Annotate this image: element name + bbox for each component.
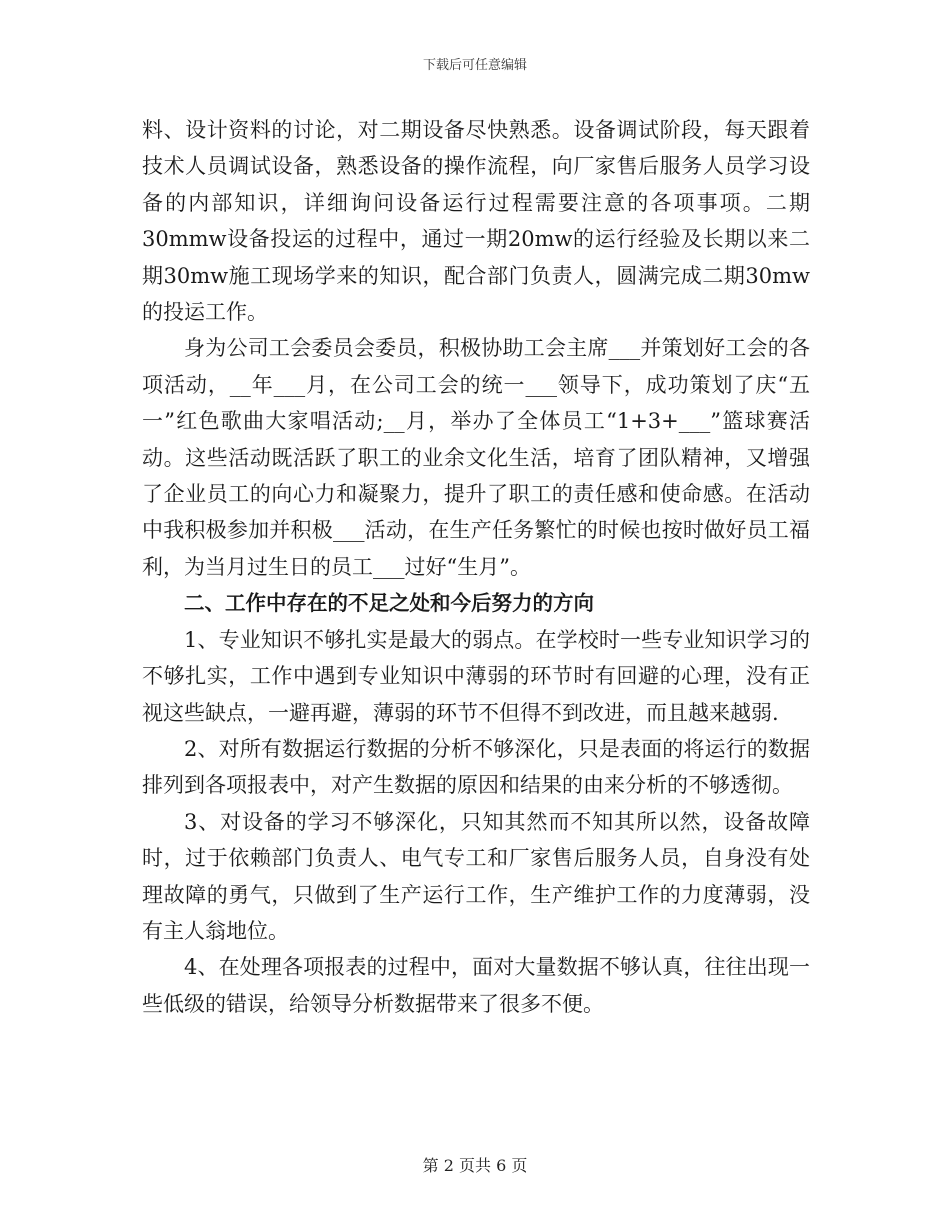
paragraph-item-3: 3、对设备的学习不够深化，只知其然而不知其所以然，设备故障时，过于依赖部门负责人、电气专工和厂家售后服务人员，自身没有处理故障的勇气，只做到了生产运行工作，生产维护工作的力度薄弱，没有主人翁地位。	[142, 809, 810, 943]
section-heading: 二、工作中存在的不足之处和今后努力的方向	[184, 591, 594, 616]
page-header: 下载后可任意编辑	[422, 58, 527, 73]
paragraph-union-activities: 身为公司工会委员会委员，积极协助工会主席___并策划好工会的各项活动，__年___月，在公司工会的统一___领导下，成功策划了庆“五一”红色歌曲大家唱活动;__月，举办了全体员工“1+3+___”篮球赛活动。这些活动既活跃了职工的业余文化生活，培育了团队精神，又增强了企业员工的向心力和凝聚力，提升了职工的责任感和使命感。在活动中我积极参加并积极___活动，在生产任务繁忙的时候也按时做好员工福利，为当月过生日的员工___过好“生月”。	[142, 336, 810, 579]
paragraph-continuation: 料、设计资料的讨论，对二期设备尽快熟悉。设备调试阶段，每天跟着技术人员调试设备，熟悉设备的操作流程，向厂家售后服务人员学习设备的内部知识，详细询问设备运行过程需要注意的各项事项。二期30mmw设备投运的过程中，通过一期20mw的运行经验及长期以来二期30mw施工现场学来的知识，配合部门负责人，圆满完成二期30mw的投运工作。	[142, 118, 810, 325]
paragraph-item-1: 1、专业知识不够扎实是最大的弱点。在学校时一些专业知识学习的不够扎实，工作中遇到专业知识中薄弱的环节时有回避的心理，没有正视这些缺点，一避再避，薄弱的环节不但得不到改进，而且越来越弱.	[142, 627, 810, 725]
paragraph-item-4: 4、在处理各项报表的过程中，面对大量数据不够认真，往往出现一些低级的错误，给领导分析数据带来了很多不便。	[142, 955, 810, 1016]
document-body	[142, 112, 810, 1022]
page-number: 第 2 页共 6 页	[422, 1156, 528, 1175]
paragraph-item-2: 2、对所有数据运行数据的分析不够深化，只是表面的将运行的数据排列到各项报表中，对产生数据的原因和结果的由来分析的不够透彻。	[142, 736, 810, 798]
